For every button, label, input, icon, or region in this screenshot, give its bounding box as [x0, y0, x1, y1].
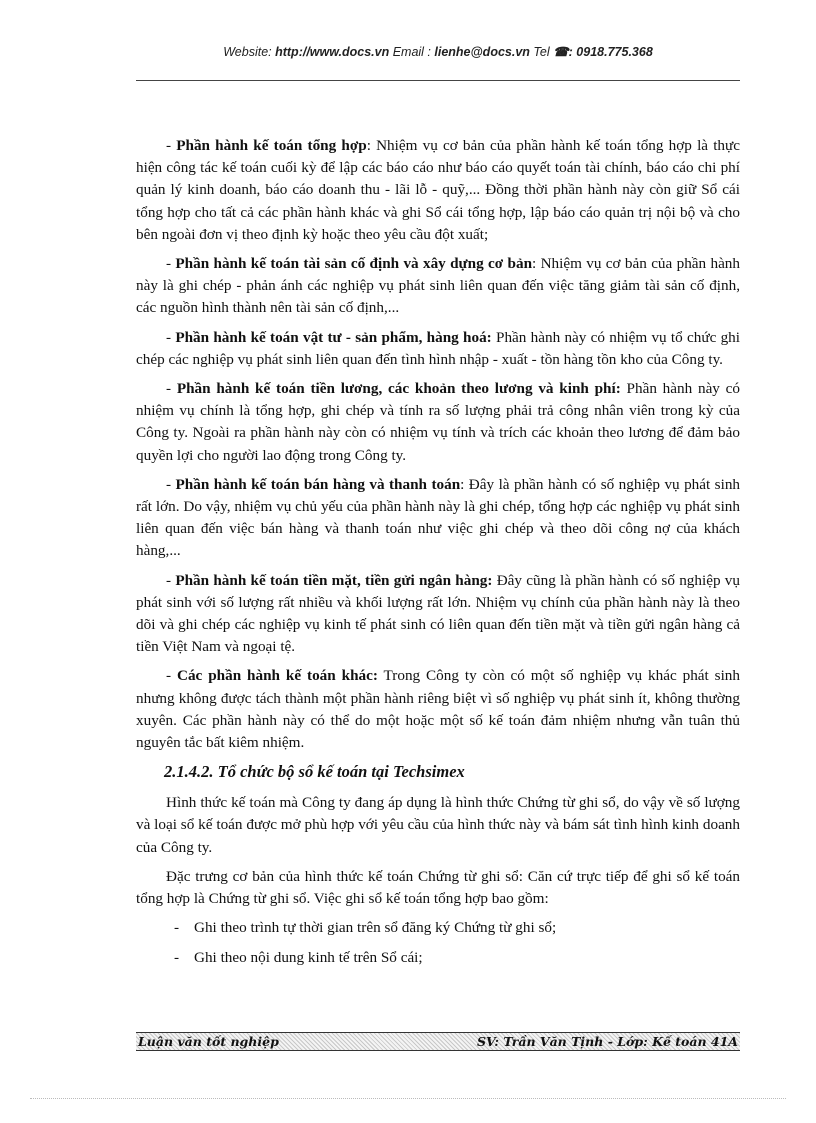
paragraph-text: Phần hành này có nhiệm vụ tổ chức ghi chép các nghiệp vụ phát sinh liên quan đến tình hình nhập - xuất - tồn hàng tồn kho của Công ty. [136, 328, 740, 368]
paragraph-dash: - [166, 571, 176, 589]
footer-right: SV: Trần Văn Tịnh - Lớp: Kế toán 41A [476, 1034, 738, 1049]
paragraph-lead: Phần hành kế toán tổng hợp [176, 137, 367, 154]
list-item-text: Ghi theo trình tự thời gian trên sổ đăng ký Chứng từ ghi sổ; [194, 919, 557, 937]
email-value[interactable]: lienhe@docs.vn [434, 45, 530, 59]
paragraph-cash [136, 570, 740, 659]
section-heading: 2.1.4.2. Tổ chức bộ sổ kế toán tại Techsimex [164, 762, 465, 782]
phone-icon: ☎ [553, 45, 569, 59]
paragraph-dash: - [166, 255, 176, 273]
paragraph-general-ledger [136, 135, 740, 246]
paragraph-lead: Phần hành kế toán tiền lương, các khoản theo lương và kinh phí: [176, 380, 621, 398]
paragraph-lead: Phần hành kế toán tài sản cố định và xây dựng cơ bản [175, 255, 533, 273]
paragraph-lead: Phần hành kế toán tiền mặt, tiền gửi ngân hàng: [175, 571, 493, 589]
footer-left: Luận văn tốt nghiệp [138, 1034, 279, 1049]
email-label: Email : [389, 45, 435, 59]
paragraph-dash: - [166, 667, 177, 685]
tel-label: Tel [529, 45, 554, 59]
website-label: Website: [223, 45, 276, 59]
paragraph-text: : Nhiệm vụ cơ bản của phần hành kế toán tổng hợp là thực hiện công tác kế toán cuối kỳ để lập các báo cáo như báo cáo quyết toán tài chính, báo cáo chi phí quản lý kinh doanh, báo cáo doanh thu - lãi lỗ - quỹ,... Đồng thời phần hành này còn giữ Sổ cái tổng hợp cho tất cả các phần hành khác và ghi Sổ cái tổng hợp, lập báo cáo quản trị nội bộ và cho bên ngoài đơn vị theo định kỳ hoặc theo yêu cầu đột xuất; [136, 137, 740, 243]
section-paragraph: Hình thức kế toán mà Công ty đang áp dụng là hình thức Chứng từ ghi sổ, do vậy về số lượng và loại sổ kế toán được mở phù hợp với yêu cầu của hình thức này và bám sát tình hình kinh doanh của Công ty. [136, 794, 740, 856]
paragraph-sales [136, 474, 740, 563]
section-paragraph: Đặc trưng cơ bản của hình thức kế toán Chứng từ ghi sổ: Căn cứ trực tiếp để ghi sổ kế toán tổng hợp là Chứng từ ghi sổ. Việc ghi sổ kế toán tổng hợp bao gồm: [136, 867, 740, 908]
website-url[interactable]: http://www.docs.vn [275, 45, 390, 59]
page-footer [136, 1032, 740, 1051]
paragraph-fixed-assets [136, 253, 740, 320]
paragraph-dash: - [166, 137, 177, 154]
paragraph-dash: - [166, 328, 176, 346]
document-body [136, 135, 740, 976]
paragraph-lead: Phần hành kế toán vật tư - sản phẩm, hàng hoá: [175, 328, 492, 346]
page-bottom-divider [30, 1098, 786, 1099]
paragraph-lead: Các phần hành kế toán khác: [176, 667, 378, 685]
list-item [136, 947, 740, 969]
list-item [136, 917, 740, 939]
header-divider [136, 80, 740, 81]
paragraph-dash: - [166, 475, 176, 493]
list-marker: - [174, 948, 180, 966]
tel-value: : 0918.775.368 [568, 45, 653, 59]
paragraph-other [136, 665, 740, 754]
paragraph-text: Đây cũng là phần hành có số nghiệp vụ phát sinh với số lượng rất nhiều và khối lượng rất lớn. Nhiệm vụ chính của phần hành này là theo dõi và ghi chép các nghiệp vụ kinh tế phát sinh có liên quan đến tiền mặt và tiền gửi ngân hàng cả tiền Việt Nam và ngoại tệ. [136, 571, 740, 656]
paragraph-materials [136, 327, 740, 371]
list-marker: - [174, 919, 180, 937]
paragraph-text: : Đây là phần hành có số nghiệp vụ phát sinh rất lớn. Do vậy, nhiệm vụ chủ yếu của phần hành này là ghi chép, tổng hợp các nghiệp vụ phát sinh liên quan đến việc bán hàng và thanh toán như việc ghi chép và theo dõi công nợ của khách hàng,... [136, 475, 741, 560]
paragraph-text: Trong Công ty còn có một số nghiệp vụ khác phát sinh nhưng không được tách thành một phần hành riêng biệt vì số nghiệp vụ phát sinh ít, không thường xuyên. Các phần hành này có thể do một hoặc một số kế toán đảm nhiệm nhưng vẫn tuân thủ nguyên tắc bất kiêm nhiệm. [136, 667, 740, 752]
paragraph-lead: Phần hành kế toán bán hàng và thanh toán [175, 475, 461, 493]
paragraph-payroll [136, 378, 740, 467]
paragraph-text: : Nhiệm vụ cơ bản của phần hành này là ghi chép - phản ánh các nghiệp vụ phát sinh liên quan đến việc tăng giảm tài sản cố định, các nguồn hình thành nên tài sản cố định,... [136, 255, 740, 317]
list-item-text: Ghi theo nội dung kinh tế trên Sổ cái; [194, 948, 423, 966]
page-header [136, 44, 740, 59]
paragraph-text: Phần hành này có nhiệm vụ chính là tổng hợp, ghi chép và tính ra số lượng phải trả công nhân viên trong kỳ của Công ty. Ngoài ra phần hành này còn có nhiệm vụ tính và trích các khoản theo lương để đảm bảo quyền lợi cho người lao động trong Công ty. [136, 380, 741, 464]
paragraph-dash: - [166, 380, 177, 398]
